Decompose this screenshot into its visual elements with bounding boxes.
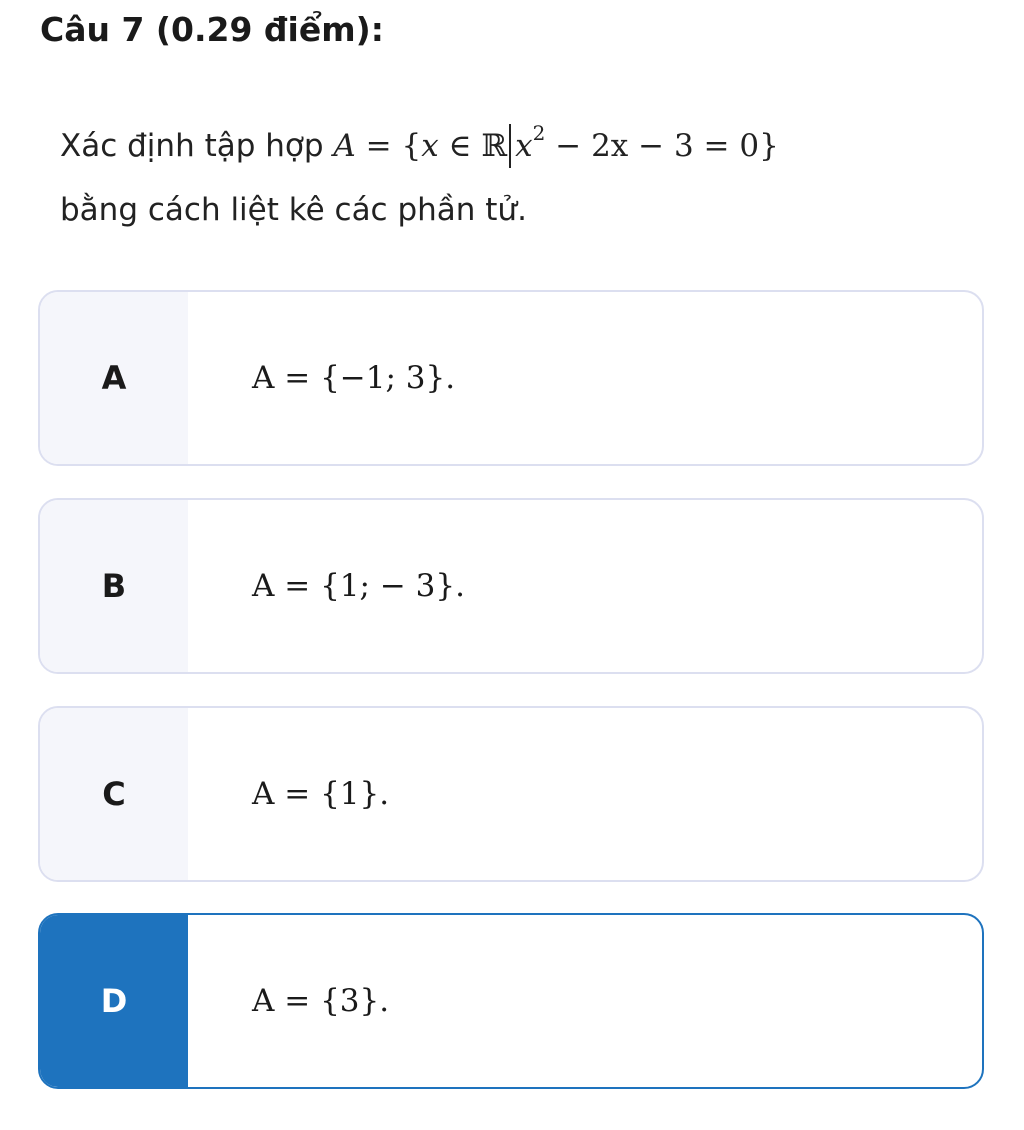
option-d[interactable] <box>38 913 984 1089</box>
question-line-2: bằng cách liệt kê các phần tử. <box>60 192 527 228</box>
set-open-brace: { <box>401 128 422 164</box>
set-var: A <box>333 128 356 164</box>
set-reals: ℝ <box>481 128 508 164</box>
set-expression <box>333 121 779 164</box>
question-title: Câu 7 (0.29 điểm): <box>40 10 384 49</box>
option-c-answer: A = {1}. <box>252 776 390 812</box>
question-line-1 <box>60 114 980 178</box>
option-d-answer: A = {3}. <box>252 983 390 1019</box>
option-a-letter: A <box>40 292 188 464</box>
set-x: x <box>421 128 439 164</box>
set-exponent: 2 <box>532 121 546 145</box>
set-eq: = <box>365 128 392 164</box>
set-builder-bar <box>509 124 511 168</box>
option-b-letter: B <box>40 500 188 672</box>
question-prefix: Xác định tập hợp <box>60 128 324 164</box>
option-a[interactable] <box>38 290 984 466</box>
option-a-answer: A = {−1; 3}. <box>252 360 456 396</box>
set-rest: − 2x − 3 = 0 <box>555 128 760 164</box>
set-in: ∈ <box>448 128 472 164</box>
option-c-letter: C <box>40 708 188 880</box>
option-b-answer: A = {1; − 3}. <box>252 568 465 604</box>
option-b[interactable] <box>38 498 984 674</box>
option-d-letter: D <box>40 915 188 1087</box>
question-text <box>60 114 980 242</box>
set-x-squared: x <box>515 128 533 164</box>
option-c[interactable] <box>38 706 984 882</box>
set-close-brace: } <box>759 128 779 164</box>
